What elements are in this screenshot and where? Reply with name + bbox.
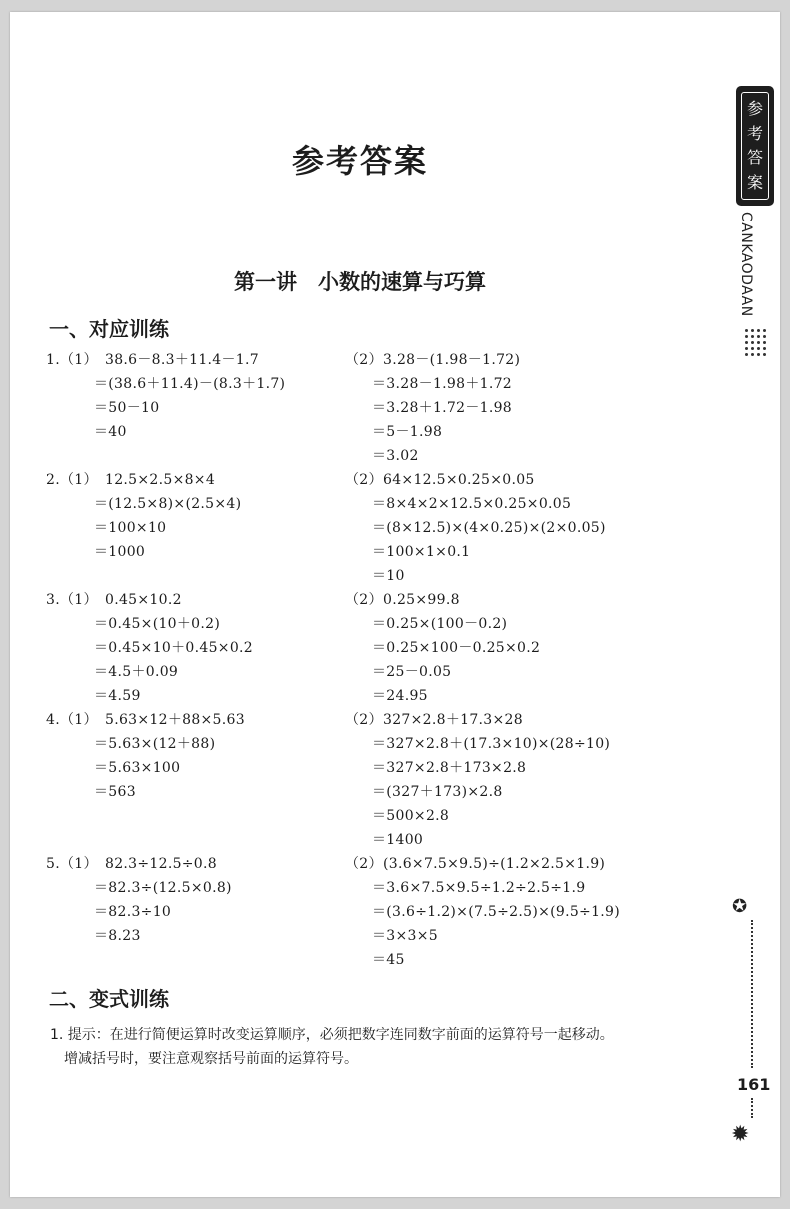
- sidebar-pinyin-text: CANKAODAAN: [738, 212, 754, 317]
- solution-line: 64×12.5×0.25×0.05: [383, 472, 535, 488]
- dotted-divider: [751, 920, 753, 1068]
- solution-line: ＝0.25×100－0.25×0.2: [372, 640, 541, 656]
- solution-line: ＝4.5＋0.09: [94, 664, 179, 680]
- hint-paragraph: [50, 1023, 730, 1071]
- sidebar-tab-char: 考: [746, 123, 763, 143]
- hint-line-1: 1. 提示：在进行简便运算时改变运算顺序，必须把数字连同数字前面的运算符号一起移动。: [50, 1027, 614, 1043]
- ornament-dot: [751, 341, 754, 344]
- solution-line: ＝563: [94, 784, 136, 800]
- solution-line: ＝24.95: [372, 688, 428, 704]
- solution-line: ＝82.3÷10: [94, 904, 172, 920]
- ornament-dot: [751, 329, 754, 332]
- ornament-dot: [751, 335, 754, 338]
- solution-line: ＝3.02: [372, 448, 419, 464]
- problem-label: （2）: [345, 712, 383, 728]
- ornament-dot: [745, 341, 748, 344]
- flower-outline-icon: ✪: [732, 896, 748, 917]
- solution-line: ＝327×2.8＋(17.3×10)×(28÷10): [372, 736, 611, 752]
- solution-line: ＝(3.6÷1.2)×(7.5÷2.5)×(9.5÷1.9): [372, 904, 621, 920]
- section-title-variant-training: 二、变式训练: [49, 987, 169, 1011]
- sidebar-tab-frame: [741, 92, 769, 200]
- solution-line: ＝3×3×5: [372, 928, 438, 944]
- solution-line: ＝5.63×100: [94, 760, 181, 776]
- ornament-dot: [751, 347, 754, 350]
- solution-line: ＝(12.5×8)×(2.5×4): [94, 496, 242, 512]
- solution-line: ＝3.6×7.5×9.5÷1.2÷2.5÷1.9: [372, 880, 586, 896]
- ornament-dot: [763, 341, 766, 344]
- solution-line: ＝25－0.05: [372, 664, 452, 680]
- ornament-dot: [745, 335, 748, 338]
- ornament-dot: [745, 347, 748, 350]
- ornament-dot: [757, 341, 760, 344]
- sidebar-tab-char: 参: [746, 99, 763, 119]
- solution-line: ＝100×1×0.1: [372, 544, 471, 560]
- dotted-divider: [751, 1098, 753, 1118]
- solution-line: ＝40: [94, 424, 127, 440]
- page-title: 参考答案: [291, 142, 428, 180]
- solution-line: ＝3.28＋1.72－1.98: [372, 400, 513, 416]
- solution-line: ＝3.28－1.98＋1.72: [372, 376, 513, 392]
- solution-line: 0.45×10.2: [105, 592, 182, 608]
- problem-label: 5.（1）: [46, 856, 98, 872]
- solution-line: ＝1400: [372, 832, 424, 848]
- sun-gear-icon: ✹: [731, 1122, 750, 1147]
- solution-line: ＝0.45×10＋0.45×0.2: [94, 640, 253, 656]
- document-page: [10, 12, 780, 1197]
- solution-line: 38.6－8.3＋11.4－1.7: [105, 352, 259, 368]
- solution-line: ＝0.45×(10＋0.2): [94, 616, 221, 632]
- ornament-dot: [763, 335, 766, 338]
- sidebar-tab-char: 案: [746, 172, 763, 192]
- solution-line: ＝0.25×(100－0.2): [372, 616, 508, 632]
- solution-line: ＝50－10: [94, 400, 160, 416]
- page-number: 161: [737, 1075, 771, 1094]
- solution-line: 82.3÷12.5÷0.8: [105, 856, 217, 872]
- problem-label: 4.（1）: [46, 712, 98, 728]
- sidebar-tab-char: 答: [746, 148, 763, 168]
- ornament-dot: [763, 353, 766, 356]
- solution-line: ＝82.3÷(12.5×0.8): [94, 880, 232, 896]
- solution-line: 0.25×99.8: [383, 592, 460, 608]
- problem-label: 3.（1）: [46, 592, 98, 608]
- solution-line: ＝100×10: [94, 520, 167, 536]
- hint-line-2: 增减括号时，要注意观察括号前面的运算符号。: [64, 1051, 358, 1067]
- solution-line: ＝327×2.8＋173×2.8: [372, 760, 527, 776]
- solution-line: ＝8.23: [94, 928, 141, 944]
- solution-line: ＝10: [372, 568, 405, 584]
- solution-line: ＝500×2.8: [372, 808, 450, 824]
- solution-line: ＝5.63×(12＋88): [94, 736, 216, 752]
- solution-line: ＝8×4×2×12.5×0.25×0.05: [372, 496, 572, 512]
- solution-line: ＝45: [372, 952, 405, 968]
- solution-line: ＝1000: [94, 544, 146, 560]
- ornament-dot: [751, 353, 754, 356]
- solution-line: 3.28－(1.98－1.72): [383, 352, 521, 368]
- solution-line: 327×2.8＋17.3×28: [383, 712, 523, 728]
- solution-line: ＝(38.6＋11.4)－(8.3＋1.7): [94, 376, 286, 392]
- problem-label: （2）: [345, 352, 383, 368]
- solution-line: ＝(327＋173)×2.8: [372, 784, 503, 800]
- ornament-dot: [757, 353, 760, 356]
- solution-line: ＝(8×12.5)×(4×0.25)×(2×0.05): [372, 520, 606, 536]
- ornament-dot: [757, 347, 760, 350]
- ornament-dot: [757, 335, 760, 338]
- ornament-dot: [757, 329, 760, 332]
- solution-line: 5.63×12＋88×5.63: [105, 712, 245, 728]
- problem-label: （2）: [345, 472, 383, 488]
- solution-line: ＝5－1.98: [372, 424, 443, 440]
- ornament-dot: [745, 329, 748, 332]
- solution-line: (3.6×7.5×9.5)÷(1.2×2.5×1.9): [383, 856, 606, 872]
- solution-line: ＝4.59: [94, 688, 141, 704]
- ornament-dot: [763, 329, 766, 332]
- problem-label: （2）: [345, 856, 383, 872]
- ornament-dot: [745, 353, 748, 356]
- dot-grid-ornament: [745, 329, 769, 359]
- ornament-dot: [763, 347, 766, 350]
- problem-label: （2）: [345, 592, 383, 608]
- solution-line: 12.5×2.5×8×4: [105, 472, 216, 488]
- problem-label: 1.（1）: [46, 352, 98, 368]
- problem-label: 2.（1）: [46, 472, 98, 488]
- section-title-corresponding-training: 一、对应训练: [49, 317, 169, 341]
- sidebar-tab: [736, 86, 774, 206]
- lecture-title: 第一讲 小数的速算与巧算: [234, 270, 486, 294]
